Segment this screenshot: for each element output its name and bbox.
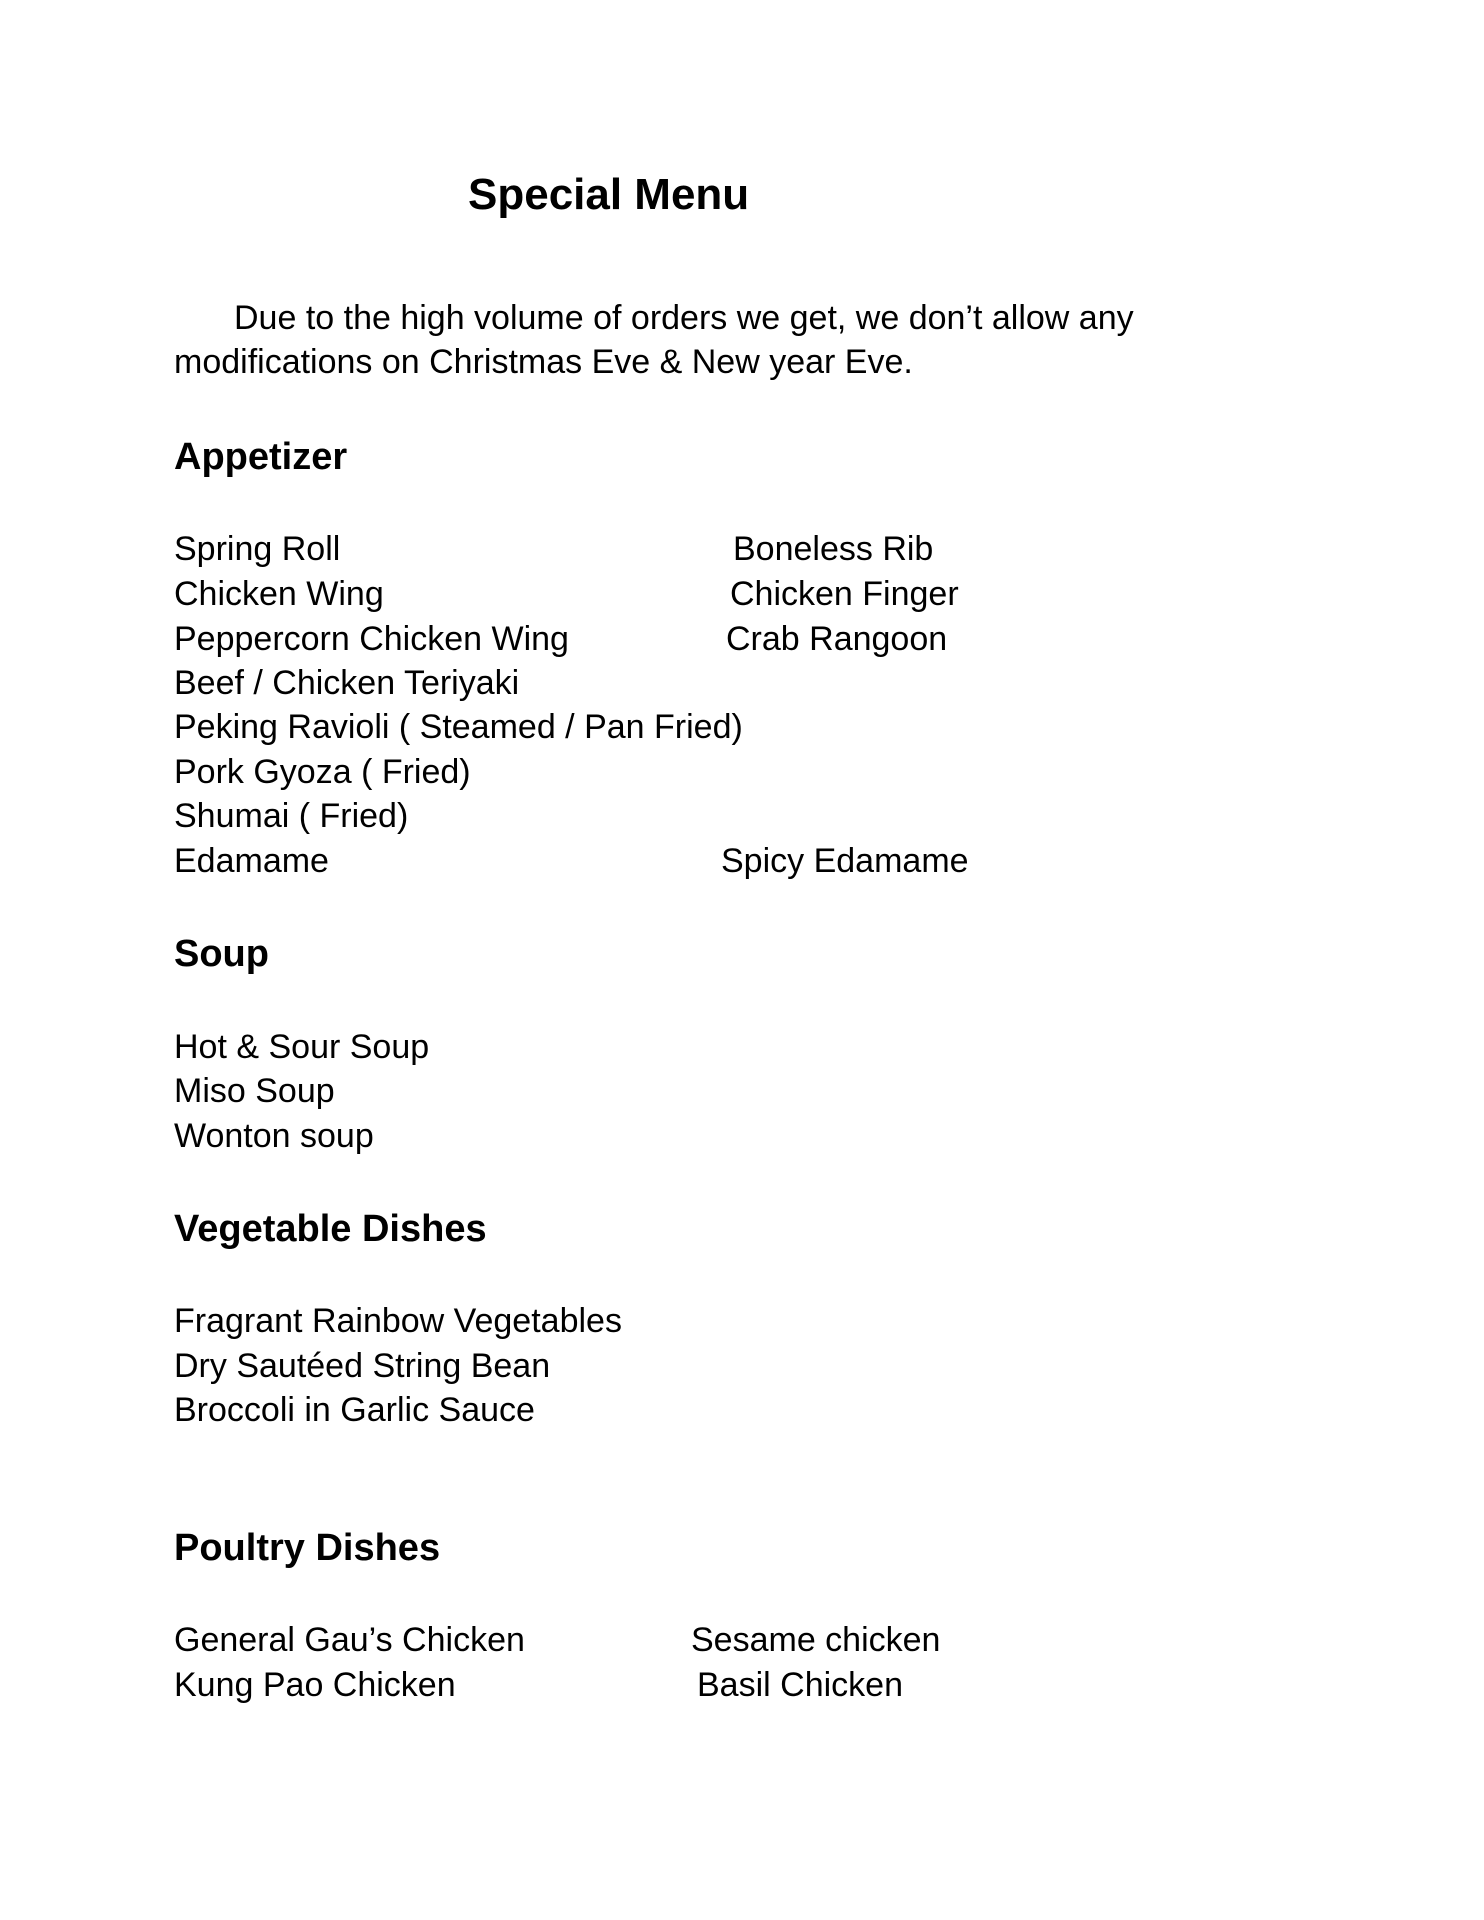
appetizer-item: Edamame <box>174 842 329 880</box>
vegetable-heading: Vegetable Dishes <box>174 1208 487 1250</box>
appetizer-item: Chicken Wing <box>174 575 384 613</box>
vegetable-item: Dry Sautéed String Bean <box>174 1347 551 1385</box>
soup-item: Hot & Sour Soup <box>174 1028 430 1066</box>
soup-item: Wonton soup <box>174 1117 374 1155</box>
page-title: Special Menu <box>468 170 750 219</box>
appetizer-item: Beef / Chicken Teriyaki <box>174 664 520 702</box>
poultry-heading: Poultry Dishes <box>174 1527 441 1569</box>
appetizer-item: Boneless Rib <box>733 530 934 568</box>
appetizer-item: Peking Ravioli ( Steamed / Pan Fried) <box>174 708 743 746</box>
appetizer-item: Spicy Edamame <box>721 842 969 880</box>
notice-line-1: Due to the high volume of orders we get, we don’t allow any <box>234 299 1134 337</box>
appetizer-item: Spring Roll <box>174 530 341 568</box>
appetizer-item: Peppercorn Chicken Wing <box>174 620 569 658</box>
poultry-item: Sesame chicken <box>691 1621 941 1659</box>
vegetable-item: Fragrant Rainbow Vegetables <box>174 1302 622 1340</box>
notice-line-2: modifications on Christmas Eve & New year Eve. <box>174 343 913 381</box>
appetizer-item: Pork Gyoza ( Fried) <box>174 753 471 791</box>
appetizer-item: Chicken Finger <box>730 575 959 613</box>
soup-item: Miso Soup <box>174 1072 335 1110</box>
poultry-item: Basil Chicken <box>697 1666 903 1704</box>
vegetable-item: Broccoli in Garlic Sauce <box>174 1391 535 1429</box>
appetizer-heading: Appetizer <box>174 436 348 478</box>
poultry-item: General Gau’s Chicken <box>174 1621 525 1659</box>
appetizer-item: Crab Rangoon <box>726 620 948 658</box>
appetizer-item: Shumai ( Fried) <box>174 797 409 835</box>
soup-heading: Soup <box>174 933 269 975</box>
notice-paragraph <box>174 296 1214 384</box>
poultry-item: Kung Pao Chicken <box>174 1666 456 1704</box>
